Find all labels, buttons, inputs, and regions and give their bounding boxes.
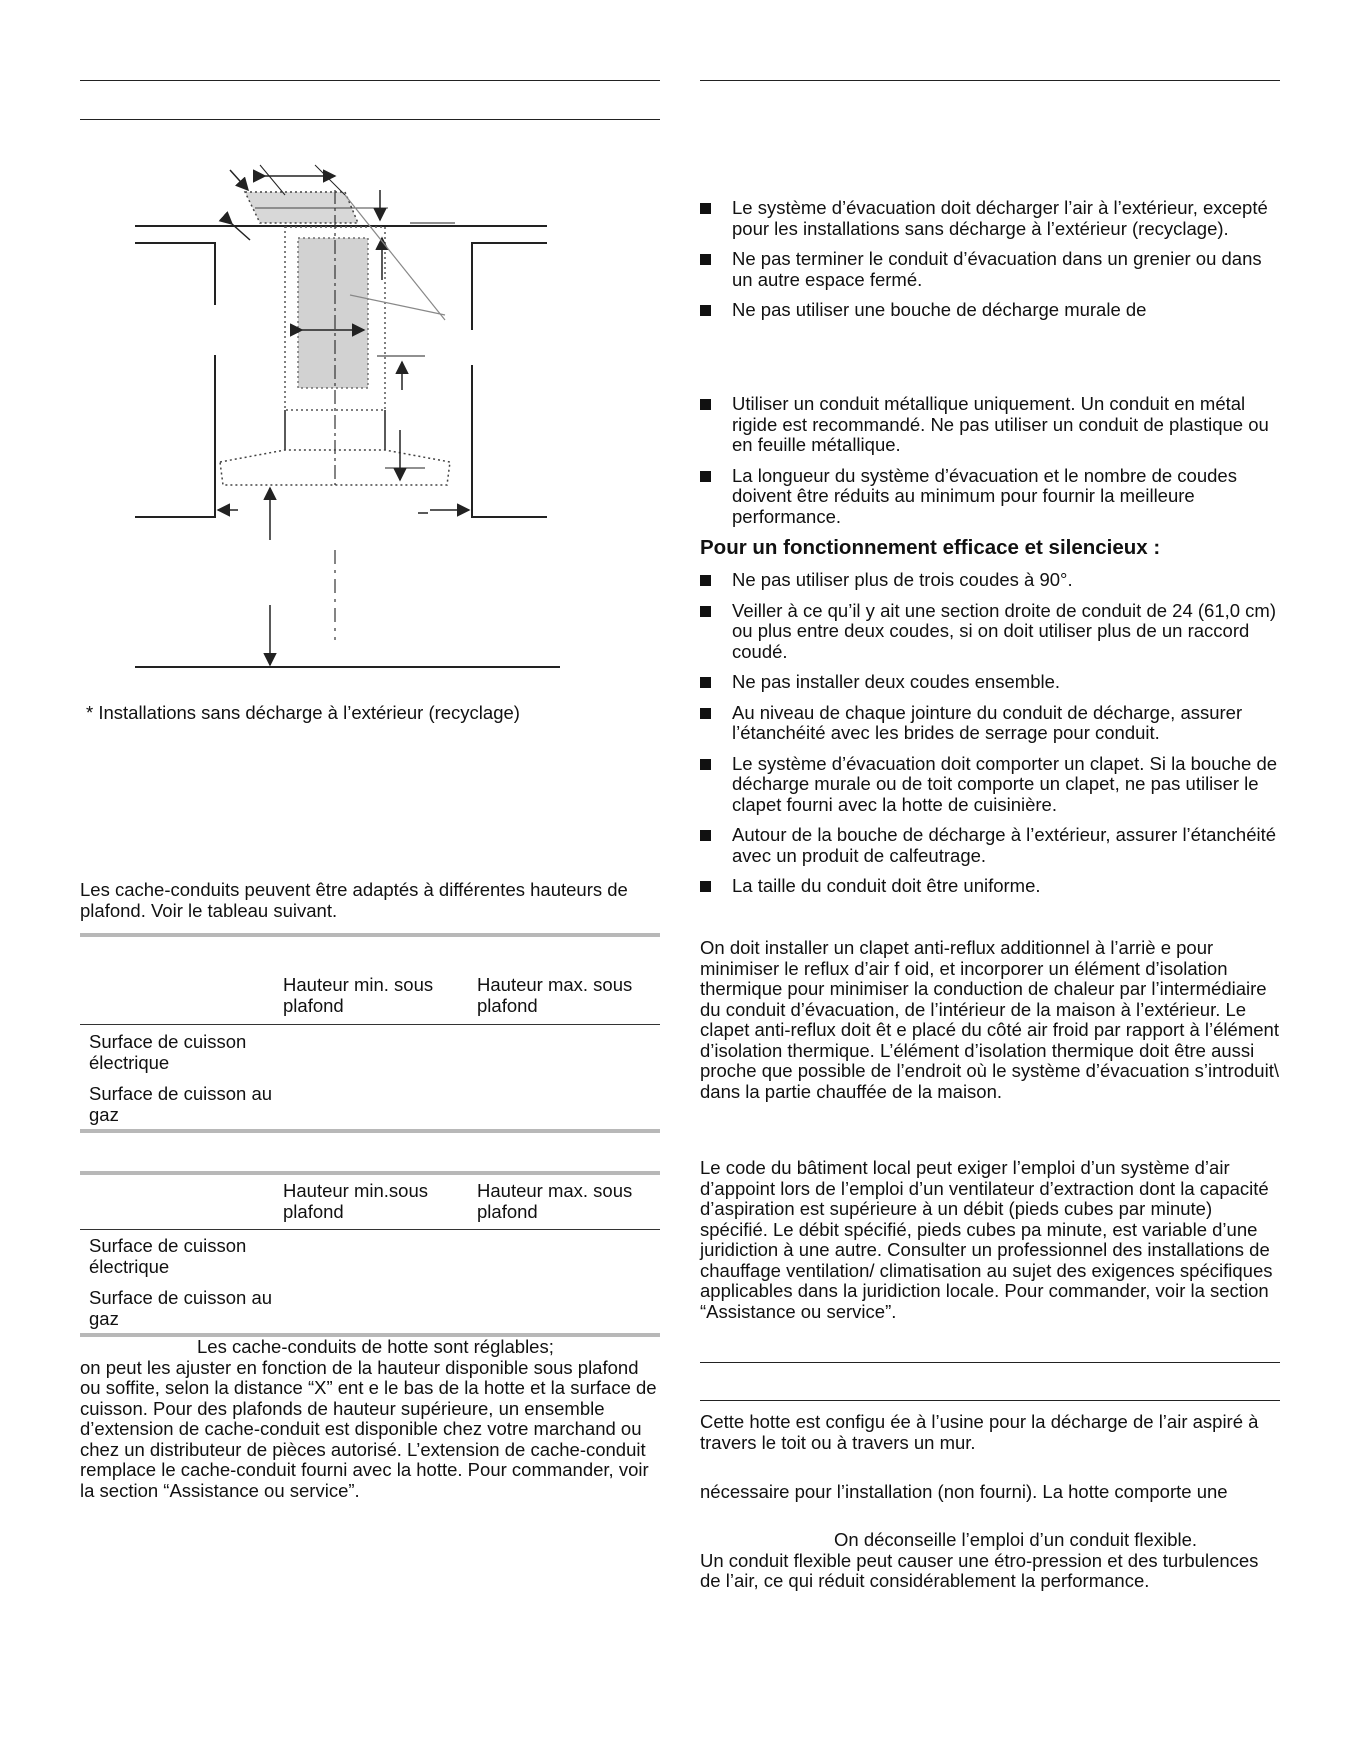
list-item: La longueur du système d’évacuation et le nombre de coudes doivent être réduits au minimum pour fournir la meilleure performance. <box>700 466 1280 528</box>
flexible-duct-paragraph <box>700 1530 1280 1592</box>
right-mid-rule-2 <box>700 1400 1280 1401</box>
ceiling-height-table-1 <box>80 975 660 1016</box>
factory-config-paragraph: Cette hotte est configu ée à l’usine pour la décharge de l’air aspiré à travers le toit ou à travers un mur. <box>700 1411 1259 1453</box>
table2-header-min: Hauteur min.sous plafond <box>283 1180 428 1222</box>
table2-header-rule <box>80 1229 660 1230</box>
list-item: Veiller à ce qu’il y ait une section droite de conduit de 24 (61,0 cm) ou plus entre deux coudes, si on doit utiliser plus de un raccord coudé. <box>700 601 1280 663</box>
list-item: Ne pas utiliser une bouche de décharge murale de <box>700 300 1280 321</box>
list-item: Autour de la bouche de décharge à l’extérieur, assurer l’étanchéité avec un produit de calfeutrage. <box>700 825 1280 866</box>
flex-first-line: On déconseille l’emploi d’un conduit flexible. <box>834 1529 1198 1550</box>
right-mid-rule <box>700 1362 1280 1363</box>
adjustable-covers-note <box>80 1337 660 1501</box>
hood-installation-diagram <box>120 150 590 680</box>
right-top-rule <box>700 80 1280 81</box>
ceiling-height-table-2 <box>80 1181 660 1222</box>
list-item: Ne pas terminer le conduit d’évacuation dans un grenier ou dans un autre espace fermé. <box>700 249 1280 290</box>
installation-paragraph: nécessaire pour l’installation (non fourni). La hotte comporte une <box>700 1481 1228 1502</box>
left-second-rule <box>80 119 660 120</box>
list-item: Le système d’évacuation doit décharger l’air à l’extérieur, excepté pour les installations sans décharge à l’extérieur (recyclage). <box>700 198 1280 239</box>
table2-row-electric: Surface de cuisson électrique <box>89 1235 247 1277</box>
ceiling-height-table-1-body <box>80 1032 660 1125</box>
building-code-paragraph: Le code du bâtiment local peut exiger l’emploi d’un système d’air d’appoint lors de l’emploi d’un ventilateur d’extraction dont la capacité d’aspiration est supérieure à un débit (pieds cubes par minute) spécifié. Le débit spécifié, pieds cubes pa minute, est variable d’une juridiction à une autre. Consulter un professionnel des installations de chauffage ventilation/ climatisation au sujet des exigences spécifiques applicables dans la juridiction locale. Pour commander, voir la section “Assistance ou service”. <box>700 1157 1273 1322</box>
table1-header-min: Hauteur min. sous plafond <box>283 974 434 1016</box>
flex-rest: Un conduit flexible peut causer une étro-pression et des turbulences de l’air, ce qui réduit considérablement la performance. <box>700 1549 1259 1591</box>
list-item: Utiliser un conduit métallique uniquement. Un conduit en métal rigide est recommandé. Ne pas utiliser un conduit de plastique ou en feuille métallique. <box>700 394 1280 456</box>
table1-row-gas: Surface de cuisson au gaz <box>89 1083 273 1125</box>
table2-top-bar <box>80 1171 660 1175</box>
left-top-rule <box>80 80 660 81</box>
note-first-line: Les cache-conduits de hotte sont réglables; <box>197 1336 554 1357</box>
list-item: Au niveau de chaque jointure du conduit de décharge, assurer l’étanchéité avec les brides de serrage pour conduit. <box>700 703 1280 744</box>
list-item: Ne pas utiliser plus de trois coudes à 90°. <box>700 570 1280 591</box>
table1-top-bar <box>80 933 660 937</box>
section-heading: Pour un fonctionnement efficace et silencieux : <box>700 536 1161 559</box>
note-rest: on peut les ajuster en fonction de la hauteur disponible sous plafond ou soffite, selon la distance “X” ent e le bas de la hotte et la surface de cuisson. Pour des plafonds de hauteur supérieure, un ensemble d’extension de cache-conduit est disponible chez votre marchand ou chez un distributeur de pièces autorisé. L’extension de cache-conduit remplace le cache-conduit fourni avec la hotte. Pour commander, voir la section “Assistance ou service”. <box>80 1356 657 1501</box>
table2-row-gas: Surface de cuisson au gaz <box>89 1287 273 1329</box>
covers-intro: Les cache-conduits peuvent être adaptés à différentes hauteurs de plafond. Voir le tableau suivant. <box>80 879 628 921</box>
table1-row-electric: Surface de cuisson électrique <box>89 1031 247 1073</box>
exhaust-bullets-a <box>700 198 1280 321</box>
table1-header-rule <box>80 1024 660 1025</box>
list-item: La taille du conduit doit être uniforme. <box>700 876 1280 897</box>
table1-bottom-bar <box>80 1129 660 1133</box>
list-item: Le système d’évacuation doit comporter un clapet. Si la bouche de décharge murale ou de toit comporte un clapet, ne pas utiliser le clapet fourni avec la hotte de cuisinière. <box>700 754 1280 816</box>
exhaust-bullets-b <box>700 394 1280 527</box>
backdraft-damper-paragraph: On doit installer un clapet anti-reflux additionnel à l’arriè e pour minimiser le reflux d’air f oid, et incorporer un élément d’isolation thermique pour minimiser la conduction de chaleur par l’intermédiaire du conduit d’évacuation, de l’intérieur de la maison à l’extérieur. Le clapet anti-reflux doit êt e placé du côté air froid par rapport à l’élément d’isolation thermique. L’élément d’isolation thermique doit être aussi proche que possible de l’endroit où le système d’évacuation s’introduit\ dans la partie chauffée de la maison. <box>700 937 1279 1102</box>
diagram-footnote: * Installations sans décharge à l’extérieur (recyclage) <box>86 702 520 723</box>
table1-header-max: Hauteur max. sous plafond <box>477 974 633 1016</box>
efficient-operation-bullets <box>700 570 1280 897</box>
ceiling-height-table-2-body <box>80 1236 660 1329</box>
list-item: Ne pas installer deux coudes ensemble. <box>700 672 1280 693</box>
table2-header-max: Hauteur max. sous plafond <box>477 1180 633 1222</box>
